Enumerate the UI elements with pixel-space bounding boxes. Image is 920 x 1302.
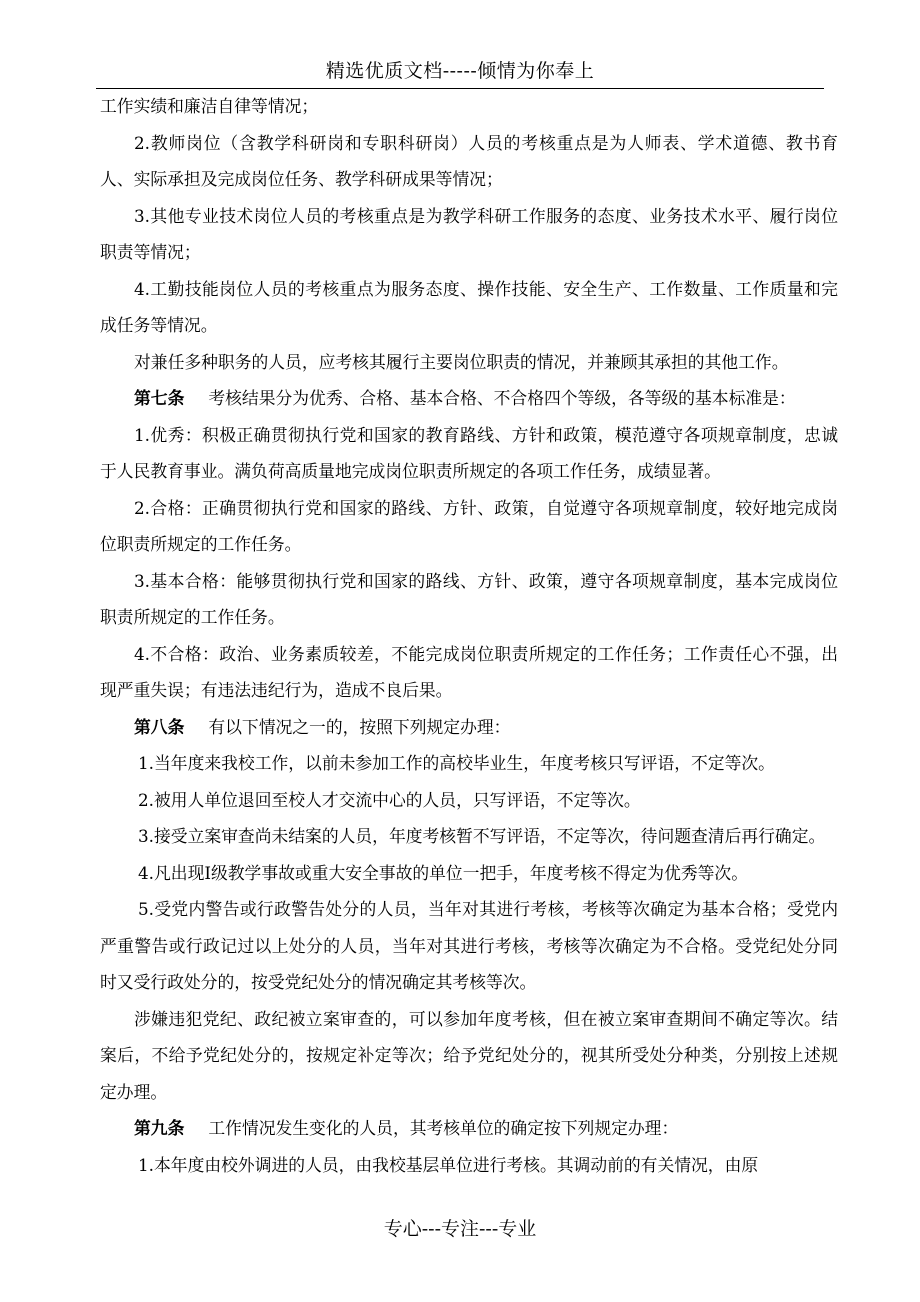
paragraph: 3.基本合格：能够贯彻执行党和国家的路线、方针、政策，遵守各项规章制度，基本完成岗位职责所规定的工作任务。 (100, 570, 838, 627)
article-text: 考核结果分为优秀、合格、基本合格、不合格四个等级，各等级的基本标准是： (208, 388, 796, 408)
paragraph: 对兼任多种职务的人员，应考核其履行主要岗位职责的情况，并兼顾其承担的其他工作。 (134, 351, 789, 372)
paragraph: 5.受党内警告或行政警告处分的人员，当年对其进行考核，考核等次确定为基本合格；受党内严重警告或行政记过以上处分的人员，当年对其进行考核，考核等次确定为不合格。受党纪处分同时又受行政处分的，按受党纪处分的情况确定其考核等次。 (100, 899, 838, 992)
paragraph: 4.不合格：政治、业务素质较差，不能完成岗位职责所规定的工作任务；工作责任心不强，出现严重失误；有违法违纪行为，造成不良后果。 (100, 643, 838, 700)
paragraph: 涉嫌违犯党纪、政纪被立案审查的，可以参加年度考核，但在被立案审查期间不确定等次。结案后，不给予党纪处分的，按规定补定等次；给予党纪处分的，视其所受处分种类，分别按上述规定办理。 (100, 1008, 838, 1102)
article-text: 工作情况发生变化的人员，其考核单位的确定按下列规定办理： (208, 1118, 679, 1138)
paragraph: 3.其他专业技术岗位人员的考核重点是为教学科研工作服务的态度、业务技术水平、履行岗位职责等情况； (100, 205, 838, 262)
paragraph: 2.被用人单位退回至校人才交流中心的人员，只写评语，不定等次。 (138, 789, 641, 810)
article-paragraph (100, 380, 838, 417)
paragraph: 3.接受立案审查尚未结案的人员，年度考核暂不写评语，不定等次，待问题查清后再行确定。 (138, 826, 826, 846)
article-label: 第八条 (134, 716, 185, 737)
paragraph: 2.合格：正确贯彻执行党和国家的路线、方针、政策，自觉遵守各项规章制度，较好地完成岗位职责所规定的工作任务。 (100, 497, 838, 554)
article-text: 有以下情况之一的，按照下列规定办理： (208, 716, 511, 737)
paragraph: 2.教师岗位（含教学科研岗和专职科研岗）人员的考核重点是为人师表、学术道德、教书育人、实际承担及完成岗位任务、教学科研成果等情况； (100, 132, 838, 189)
page-footer: 专心---专注---专业 (383, 1218, 537, 1240)
article-paragraph (100, 1110, 838, 1147)
page-header: 精选优质文档-----倾情为你奉上 (325, 60, 595, 82)
article-label: 第九条 (134, 1118, 185, 1138)
document-body (100, 88, 838, 1183)
paragraph: 工作实绩和廉洁自律等情况； (100, 96, 319, 116)
paragraph: 1.优秀：积极正确贯彻执行党和国家的教育路线、方针和政策，模范遵守各项规章制度，忠诚于人民教育事业。满负荷高质量地完成岗位职责所规定的各项工作任务，成绩显著。 (100, 424, 838, 481)
article-paragraph (100, 709, 838, 746)
paragraph: 1.当年度来我校工作，以前未参加工作的高校毕业生，年度考核只写评语，不定等次。 (138, 753, 775, 773)
article-label: 第七条 (134, 388, 185, 408)
paragraph: 4.工勤技能岗位人员的考核重点为服务态度、操作技能、安全生产、工作数量、工作质量和完成任务等情况。 (100, 278, 838, 335)
paragraph: 4.凡出现Ⅰ级教学事故或重大安全事故的单位一把手，年度考核不得定为优秀等次。 (138, 862, 748, 883)
paragraph: 1.本年度由校外调进的人员，由我校基层单位进行考核。其调动前的有关情况，由原 (138, 1154, 759, 1175)
